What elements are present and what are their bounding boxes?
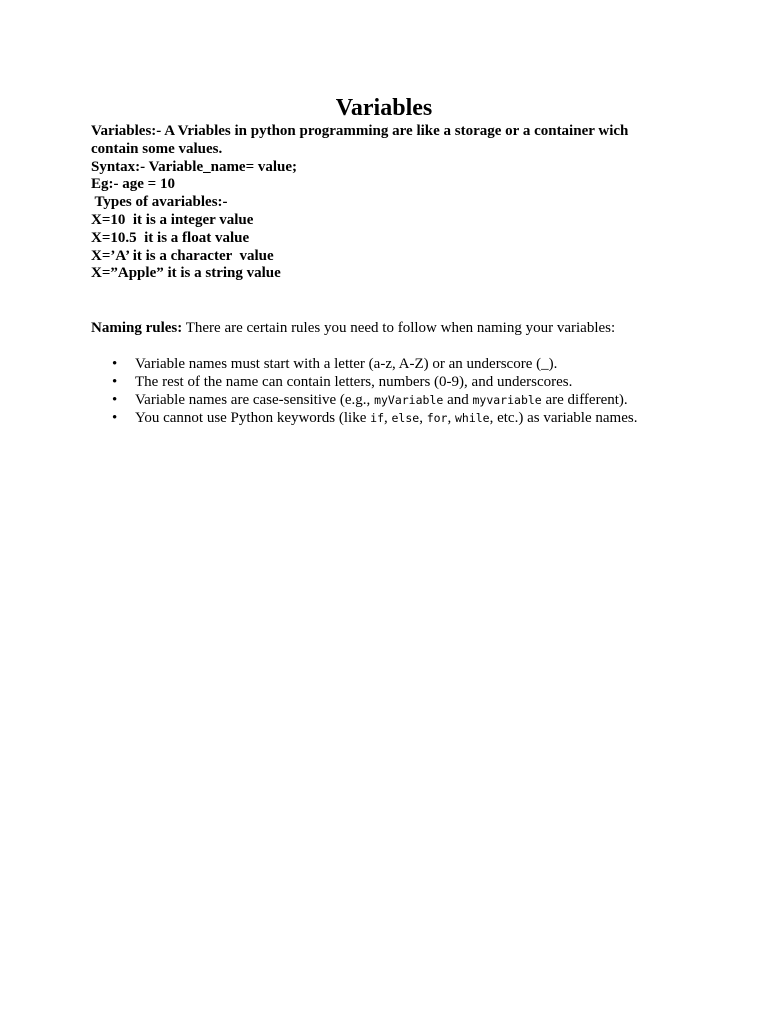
rule-text-post: , etc.) as variable names. xyxy=(489,410,638,426)
separator: , xyxy=(384,410,392,426)
separator: , xyxy=(447,410,455,426)
text-line: Eg:- age = 10 xyxy=(91,176,175,193)
page-title: Variables xyxy=(335,95,433,121)
naming-rules-label: Naming rules: xyxy=(91,320,183,336)
list-item xyxy=(91,391,711,409)
text-line: Types of avariables:- xyxy=(91,194,228,211)
bullet-icon: • xyxy=(112,410,118,426)
text-line: contain some values. xyxy=(91,140,223,157)
keyword-snippet: for xyxy=(426,411,448,425)
text-line: X=”Apple” it is a string value xyxy=(91,265,281,282)
list-item xyxy=(91,373,711,391)
list-item xyxy=(91,409,711,427)
text-line: X=10 it is a integer value xyxy=(91,211,254,228)
code-snippet: myvariable xyxy=(472,393,542,407)
separator: , xyxy=(419,410,427,426)
rule-text-pre: You cannot use Python keywords (like xyxy=(135,410,371,426)
bullet-icon: • xyxy=(112,374,118,390)
bullet-icon: • xyxy=(112,356,118,372)
keyword-snippet: while xyxy=(454,411,490,425)
text-line: Variables:- A Vriables in python programming are like a storage or a container wich xyxy=(91,123,629,139)
rule-text: The rest of the name can contain letters, numbers (0-9), and underscores. xyxy=(135,374,573,390)
text-line: X=10.5 it is a float value xyxy=(91,229,250,246)
keyword-snippet: if xyxy=(370,411,384,425)
rule-text-mid: and xyxy=(443,392,473,408)
bullet-icon: • xyxy=(112,392,118,408)
text-line: Syntax:- Variable_name= value; xyxy=(91,158,298,175)
list-item xyxy=(91,355,711,373)
code-snippet: myVariable xyxy=(374,393,444,407)
rule-text-pre: Variable names are case-sensitive (e.g., xyxy=(135,392,375,408)
rule-text-post: are different). xyxy=(541,392,628,408)
text-line: X=’A’ it is a character value xyxy=(91,247,274,264)
naming-rules-text: There are certain rules you need to follow when naming your variables: xyxy=(182,320,616,336)
rule-text: Variable names must start with a letter (a-z, A-Z) or an underscore (_). xyxy=(135,356,558,372)
variables-description xyxy=(91,123,661,283)
rules-list xyxy=(91,355,711,427)
keyword-snippet: else xyxy=(391,411,420,425)
naming-rules-paragraph xyxy=(91,319,691,337)
